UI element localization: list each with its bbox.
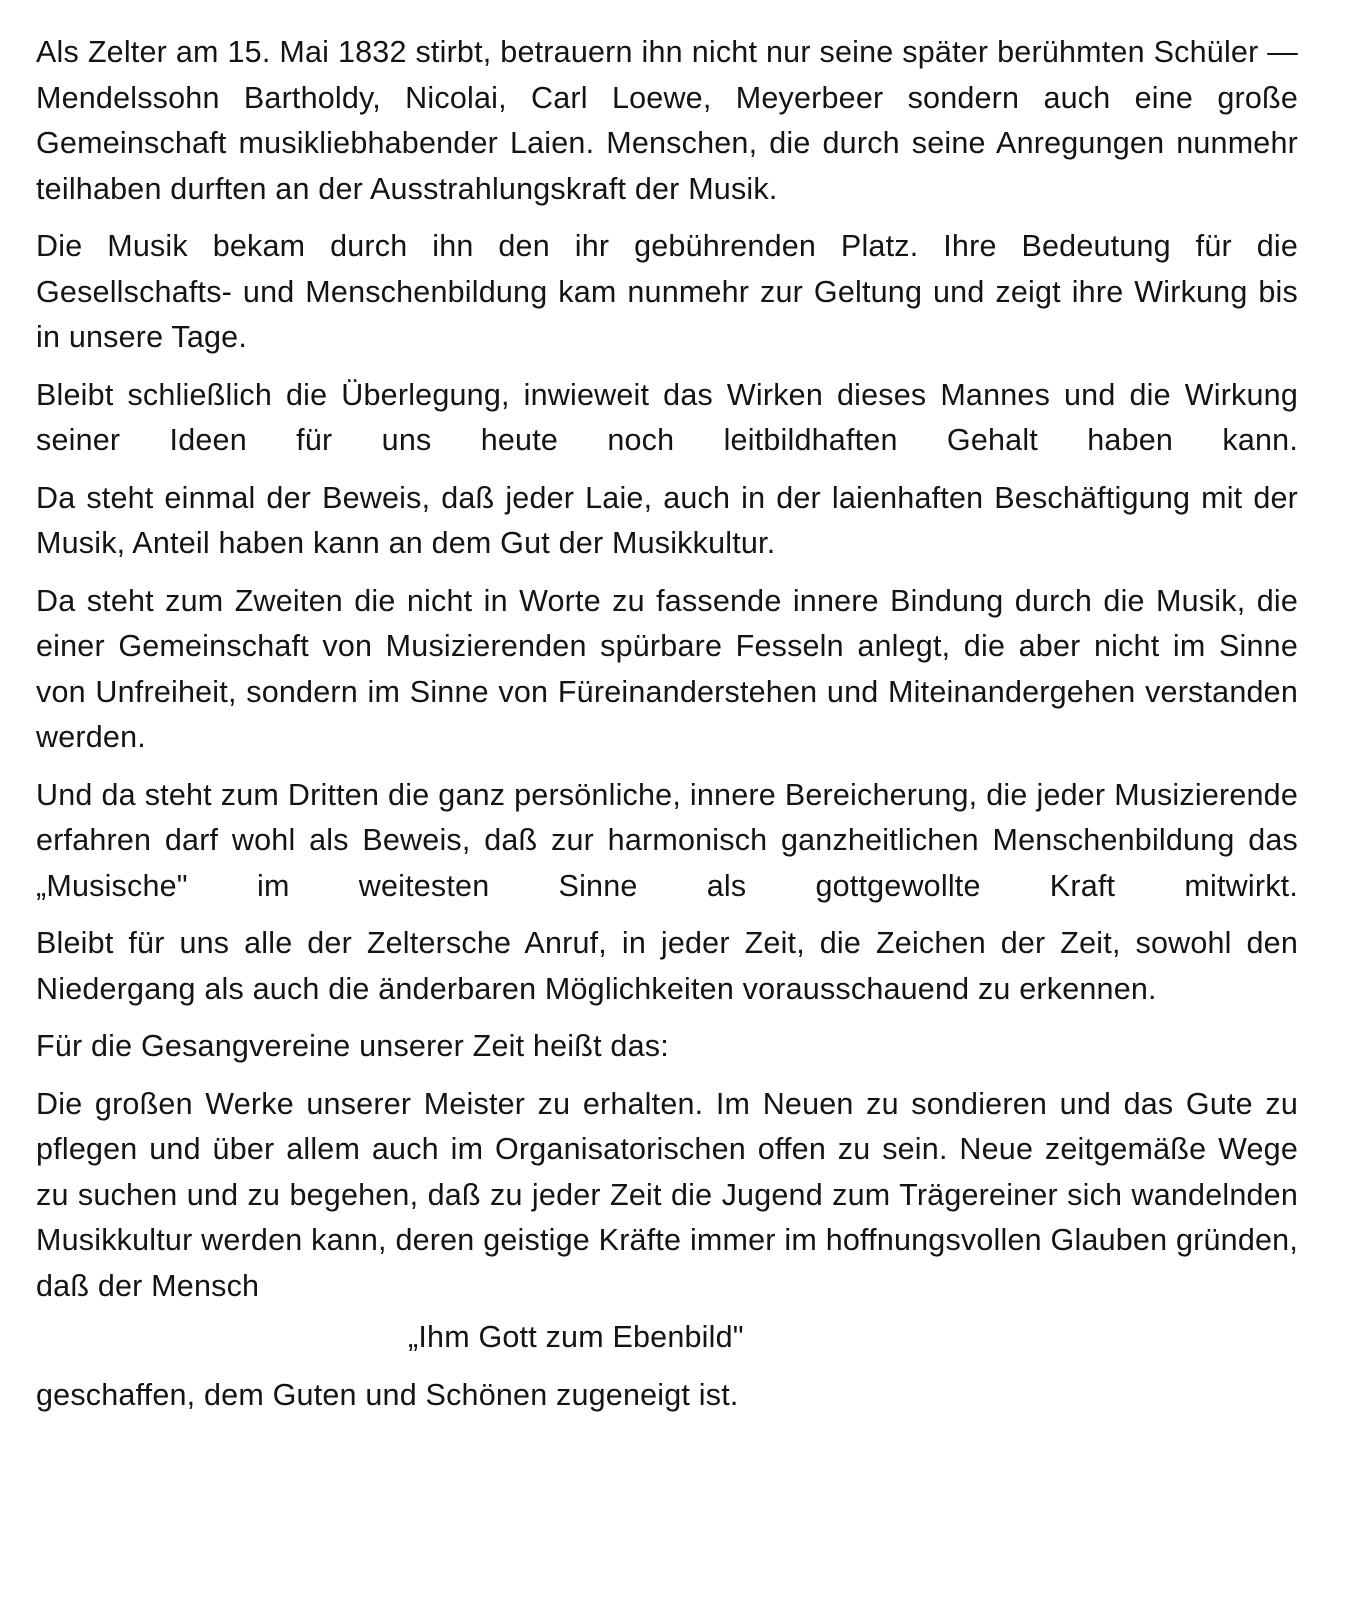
paragraph-zelter-call: Bleibt für uns alle der Zeltersche Anruf, in jeder Zeit, die Zeichen der Zeit, sowohl den Niedergang als auch die änderbaren Möglichkeiten vorausschauend zu erkennen. bbox=[36, 926, 1298, 1006]
paragraph-choirs-intro: Für die Gesangvereine unserer Zeit heißt das: bbox=[36, 1029, 669, 1063]
paragraph-third-enrichment: Und da steht zum Dritten die ganz persönliche, innere Bereicherung, die jeder Musizierende erfahren darf wohl als Beweis, daß zur harmonisch ganzheitlichen Menschenbildung das „Musische" im weitesten Sinne als gottgewollte Kraft mitwirkt. bbox=[36, 777, 1298, 903]
paragraph-second-bond: Da steht zum Zweiten die nicht in Worte zu fassende innere Bindung durch die Musik, die einer Gemeinschaft von Musizierenden spürbare Fesseln anlegt, die aber nicht im Sinne von Unfreiheit, sondern im Sinne von Füreinanderstehen und Miteinandergehen verstanden werden. bbox=[36, 583, 1298, 754]
paragraph-consideration: Bleibt schließlich die Überlegung, inwieweit das Wirken dieses Mannes und die Wirkung seiner Ideen für uns heute noch leitbildhaften Gehalt haben kann. bbox=[36, 377, 1298, 457]
paragraph-tasks: Die großen Werke unserer Meister zu erhalten. Im Neuen zu sondieren und das Gute zu pflegen und über allem auch im Organisatorischen offen zu sein. Neue zeitgemäße Wege zu suchen und zu begehen, daß zu jeder Zeit die Jugend zum Trägereiner sich wandelnden Musikkultur werden kann, deren geistige Kräfte immer im hoffnungsvollen Glauben gründen, daß der Mensch bbox=[36, 1086, 1298, 1303]
paragraph-zelter-death: Als Zelter am 15. Mai 1832 stirbt, betrauern ihn nicht nur seine später berühmten Schüler —Mendelssohn Bartholdy, Nicolai, Carl Loewe, Meyerbeer sondern auch eine große Gemeinschaft musikliebhabender Laien. Menschen, die durch seine Anregungen nunmehr teilhaben durften an der Ausstrahlungskraft der Musik. bbox=[36, 35, 1298, 206]
paragraph-music-place: Die Musik bekam durch ihn den ihr gebührenden Platz. Ihre Bedeutung für die Gesellschafts- und Menschenbildung kam nunmehr zur Geltung und zeigt ihre Wirkung bis in unsere Tage. bbox=[36, 229, 1298, 354]
quote-image-of-god: „Ihm Gott zum Ebenbild" bbox=[408, 1320, 744, 1354]
document-page bbox=[36, 30, 1298, 1430]
paragraph-first-proof: Da steht einmal der Beweis, daß jeder Laie, auch in der laienhaften Beschäftigung mit der Musik, Anteil haben kann an dem Gut der Musikkultur. bbox=[36, 480, 1298, 560]
closing-line: geschaffen, dem Guten und Schönen zugeneigt ist. bbox=[36, 1377, 739, 1412]
